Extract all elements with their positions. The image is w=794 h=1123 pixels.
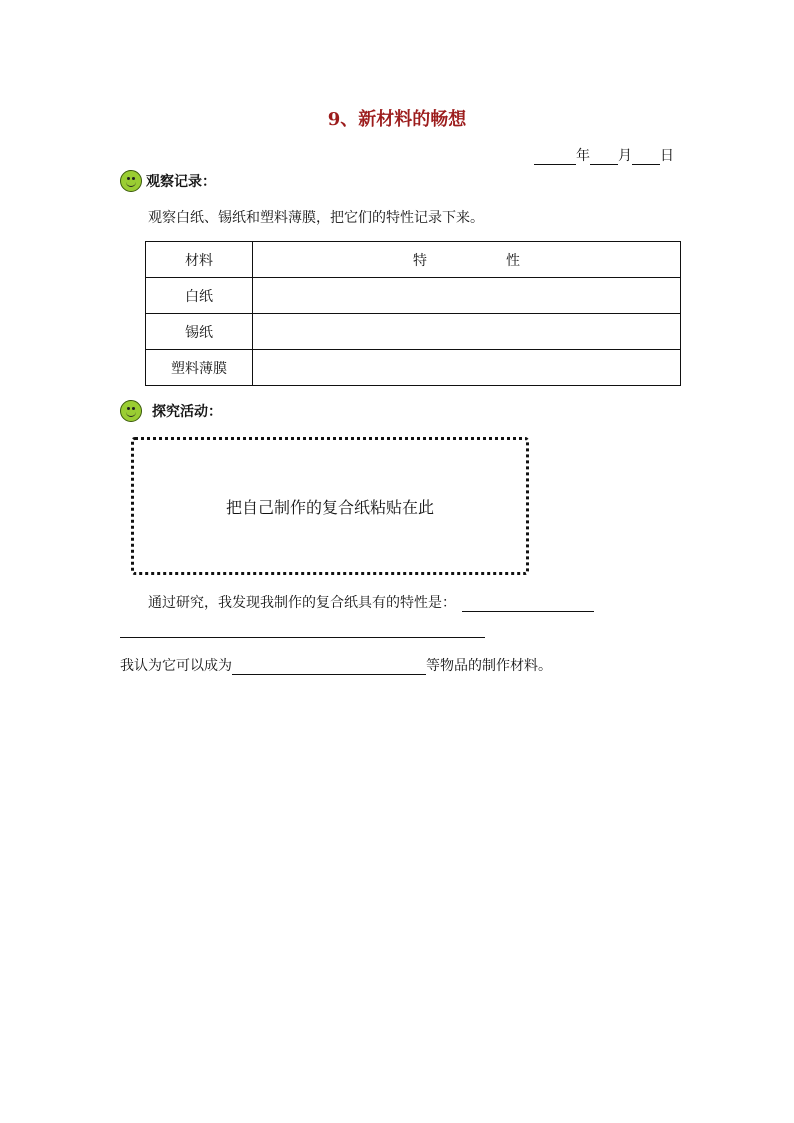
paste-area[interactable] xyxy=(131,437,529,575)
smiley-icon xyxy=(120,170,142,192)
day-label: 日 xyxy=(660,148,674,164)
table-header-row xyxy=(146,242,681,278)
year-blank[interactable] xyxy=(534,150,576,165)
material-table xyxy=(145,241,681,386)
finding-prefix: 通过研究，我发现我制作的复合纸具有的特性是： xyxy=(148,595,456,611)
observation-heading: 观察记录： xyxy=(146,174,216,190)
month-label: 月 xyxy=(618,148,632,164)
use-blank[interactable] xyxy=(232,660,426,675)
finding-line xyxy=(148,592,594,612)
use-prefix: 我认为它可以成为 xyxy=(120,658,232,674)
finding-continuation-blank[interactable] xyxy=(120,637,485,638)
use-line xyxy=(120,655,552,675)
observation-section-heading xyxy=(120,170,216,192)
paste-area-text: 把自己制作的复合纸粘贴在此 xyxy=(225,497,434,517)
table-row xyxy=(146,350,681,386)
date-line xyxy=(534,145,674,165)
property-cell-plastic-film[interactable] xyxy=(253,350,681,386)
year-label: 年 xyxy=(576,148,590,164)
activity-heading: 探究活动： xyxy=(152,404,222,420)
observation-instruction: 观察白纸、锡纸和塑料薄膜，把它们的特性记录下来。 xyxy=(148,210,484,226)
header-property-char-2: 性 xyxy=(505,252,520,269)
smiley-icon xyxy=(120,400,142,422)
property-cell-white-paper[interactable] xyxy=(253,278,681,314)
use-suffix: 等物品的制作材料。 xyxy=(426,658,552,674)
table-row xyxy=(146,314,681,350)
page-title: 9、新材料的畅想 xyxy=(327,109,467,130)
month-blank[interactable] xyxy=(590,150,618,165)
row-label-foil: 锡纸 xyxy=(146,314,253,350)
row-label-white-paper: 白纸 xyxy=(146,278,253,314)
activity-section-heading xyxy=(120,400,222,422)
table-row xyxy=(146,278,681,314)
header-property xyxy=(253,242,681,278)
finding-blank[interactable] xyxy=(462,597,594,612)
header-material: 材料 xyxy=(146,242,253,278)
property-cell-foil[interactable] xyxy=(253,314,681,350)
day-blank[interactable] xyxy=(632,150,660,165)
row-label-plastic-film: 塑料薄膜 xyxy=(146,350,253,386)
header-property-char-1: 特 xyxy=(413,252,428,269)
